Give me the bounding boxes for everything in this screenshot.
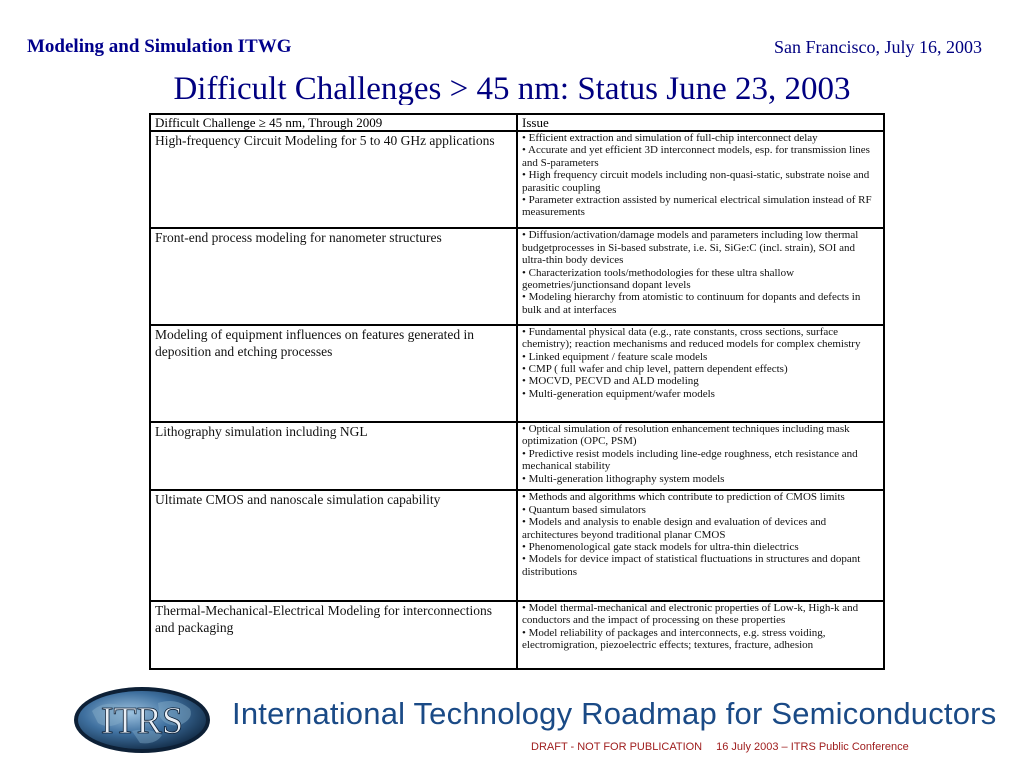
issue-item: • Model reliability of packages and interconnects, e.g. stress voiding, electromigration, piezoelectric effects; textures, fracture, adhesion xyxy=(522,626,826,651)
issue-item: • Phenomenological gate stack models for ultra-thin dielectrics xyxy=(522,540,799,553)
itrs-logo xyxy=(72,685,212,755)
table-header-row xyxy=(150,114,884,131)
issue-item: • Optical simulation of resolution enhancement techniques including mask optimization (OPC, PSM) xyxy=(522,423,850,448)
issue-item: • Models for device impact of statistical fluctuations in structures and dopant distributions xyxy=(522,553,861,578)
table-row xyxy=(150,601,884,669)
challenge-cell: Front-end process modeling for nanometer structures xyxy=(150,228,517,324)
issue-item: • Fundamental physical data (e.g., rate constants, cross sections, surface chemistry); reaction mechanisms and reduced models for complex chemistry xyxy=(522,325,861,351)
issues-cell xyxy=(517,325,884,422)
challenges-table xyxy=(149,113,885,670)
column-header-issue: Issue xyxy=(517,114,884,131)
column-header-challenge: Difficult Challenge ≥ 45 nm, Through 2009 xyxy=(150,114,517,131)
issue-item: • Predictive resist models including line-edge roughness, etch resistance and mechanical stability xyxy=(522,447,858,473)
issue-item: • Models and analysis to enable design and evaluation of devices and architectures beyond traditional planar CMOS xyxy=(522,516,827,541)
footer-title: International Technology Roadmap for Semiconductors xyxy=(232,696,997,731)
issues-cell xyxy=(517,131,884,228)
issue-item: • Multi-generation equipment/wafer models xyxy=(522,387,715,400)
challenge-cell: Ultimate CMOS and nanoscale simulation capability xyxy=(150,490,517,600)
header-workgroup: Modeling and Simulation ITWG xyxy=(27,36,292,57)
challenge-cell: High-frequency Circuit Modeling for 5 to 40 GHz applications xyxy=(150,131,517,228)
table-row xyxy=(150,325,884,422)
issue-item: • Methods and algorithms which contribute to prediction of CMOS limits xyxy=(522,491,845,504)
issues-cell xyxy=(517,228,884,324)
issue-item: • Efficient extraction and simulation of full-chip interconnect delay xyxy=(522,132,818,144)
issue-item: • Model thermal-mechanical and electronic properties of Low-k, High-k and conductors and the impact of processing on these properties xyxy=(522,601,859,627)
challenge-cell: Lithography simulation including NGL xyxy=(150,422,517,490)
issue-item: • Multi-generation lithography system models xyxy=(522,472,725,485)
issues-cell xyxy=(517,490,884,600)
table-row xyxy=(150,228,884,324)
footer-note xyxy=(531,741,909,753)
issue-item: • Linked equipment / feature scale models xyxy=(522,350,708,363)
issue-item: • Quantum based simulators xyxy=(522,503,646,516)
globe-logo-icon xyxy=(72,685,212,755)
footer-draft-notice: DRAFT - NOT FOR PUBLICATION xyxy=(531,741,703,753)
footer-conference-date: 16 July 2003 – ITRS Public Conference xyxy=(716,741,909,753)
header-location-date: San Francisco, July 16, 2003 xyxy=(774,37,982,57)
issue-item: • CMP ( full wafer and chip level, pattern dependent effects) xyxy=(522,362,788,375)
issue-item: • Parameter extraction assisted by numerical electrical simulation instead of RF measurements xyxy=(522,194,872,219)
table-row xyxy=(150,490,884,600)
table-row xyxy=(150,131,884,228)
logo-lettering: ITRS xyxy=(100,700,184,742)
issue-item: • High frequency circuit models including non-quasi-static, substrate noise and parasitic coupling xyxy=(522,169,870,194)
challenge-cell: Thermal-Mechanical-Electrical Modeling for interconnections and packaging xyxy=(150,601,517,669)
slide-title: Difficult Challenges > 45 nm: Status June 23, 2003 xyxy=(173,71,851,105)
challenge-cell: Modeling of equipment influences on features generated in deposition and etching processes xyxy=(150,325,517,422)
issue-item: • Diffusion/activation/damage models and parameters including low thermal budgetprocesses in Si-based substrate, i.e. Si, SiGe:C (incl. strain), SOI and ultra-thin body devices xyxy=(522,229,859,267)
issue-item: • MOCVD, PECVD and ALD modeling xyxy=(522,375,699,388)
issue-item: • Characterization tools/methodologies for these ultra shallow geometries/junctionsand dopant levels xyxy=(522,266,795,291)
issues-cell xyxy=(517,601,884,669)
issue-item: • Accurate and yet efficient 3D interconnect models, esp. for transmission lines and S-parameters xyxy=(522,144,870,169)
issues-cell xyxy=(517,422,884,490)
table-row xyxy=(150,422,884,490)
issue-item: • Modeling hierarchy from atomistic to continuum for dopants and defects in bulk and at interfaces xyxy=(522,291,861,316)
